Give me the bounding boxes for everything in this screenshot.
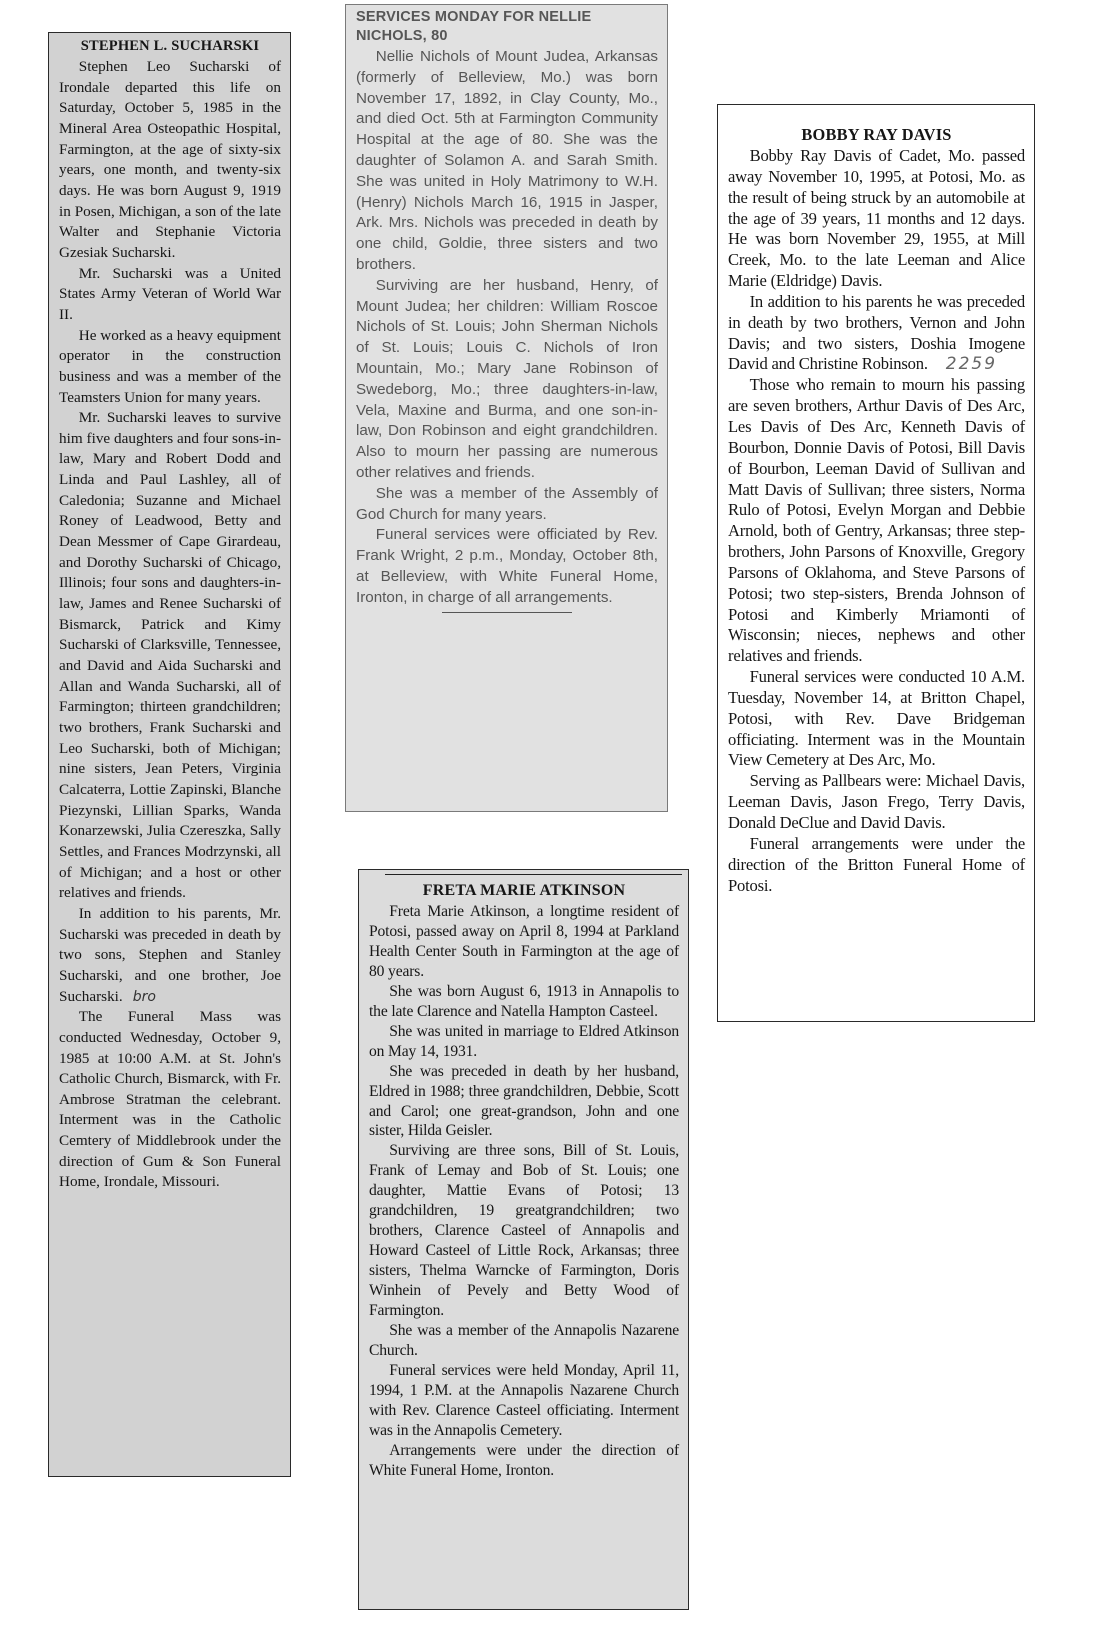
obituary-paragraph: She was united in marriage to Eldred Atkinson on May 14, 1931. [369,1022,679,1060]
obituary-paragraph: Arrangements were under the direction of White Funeral Home, Ironton. [369,1441,679,1479]
obituary-clipping-atkinson [358,869,689,1610]
obituary-paragraph: Funeral arrangements were under the direction of the Britton Funeral Home of Potosi. [728,833,1025,895]
obituary-paragraph: Mr. Sucharski was a United States Army Veteran of World War II. [59,264,281,323]
obituary-paragraph: She was a member of the Assembly of God Church for many years. [356,484,658,523]
divider-rule [442,612,572,613]
paragraph-text: In addition to his parents, Mr. Sucharski was preceded in death by two sons, Stephen and Stanley Sucharski, and one brother, Joe Sucharski. [59,904,281,1005]
obituary-paragraph: She was a member of the Annapolis Nazarene Church. [369,1322,679,1359]
obituary-paragraph: The Funeral Mass was conducted Wednesday, October 9, 1985 at 10:00 A.M. at St. John's Catholic Church, Bismarck, with Fr. Ambrose Stratman the celebrant. Interment was in the Catholic Cemtery of Middlebrook under the direction of Gum & Son Funeral Home, Irondale, Missouri. [59,1008,281,1191]
paragraph-text: In addition to his parents he was preceded in death by two brothers, Vernon and John Davis; and two sisters, Doshia Imogene David and Christine Robinson. [728,291,1025,374]
obituary-paragraph [59,904,281,1007]
obituary-headline: SERVICES MONDAY FOR NELLIE NICHOLS, 80 [356,9,592,44]
obituary-paragraph: He worked as a heavy equipment operator in the construction business and was a member of the Teamsters Union for many years. [59,326,281,406]
obituary-paragraph: She was born August 6, 1913 in Annapolis to the late Clarence and Natella Hampton Casteel. [369,982,679,1020]
divider-rule [385,874,682,875]
obituary-body [369,881,679,1481]
obituary-headline: STEPHEN L. SUCHARSKI [80,38,260,54]
obituary-paragraph: Surviving are three sons, Bill of St. Louis, Frank of Lemay and Bob of St. Louis; one daughter, Mattie Evans of Potosi; 13 grandchildren, 19 greatgrandchildren; two brothers, Clarence Casteel of Annapolis and Howard Casteel of Little Rock, Arkansas; three sisters, Thelma Warncke of Farmington, Doris Winhein of Pevely and Betty Wood of Farmington. [369,1142,679,1320]
obituary-paragraph: Funeral services were officiated by Rev. Frank Wright, 2 p.m., Monday, October 8th, at Belleview, with White Funeral Home, Ironton, in charge of all arrangements. [356,526,658,606]
obituary-paragraph: Freta Marie Atkinson, a longtime resident of Potosi, passed away on April 8, 1994 at Parkland Health Center South in Farmington at the age of 80 years. [369,903,679,980]
obituary-paragraph: Mr. Sucharski leaves to survive him five daughters and four sons-in-law, Mary and Robert Dodd and Linda and Paul Lashley, all of Caledonia; Suzanne and Michael Roney of Leadwood, Betty and Dean Messmer of Cape Girardeau, and Dorothy Sucharski of Chicago, Illinois; four sons and daughters-in-law, James and Renee Sucharski of Bismarck, Patrick and Kimy Sucharski of Clarksville, Tennessee, and David and Aida Sucharski and Allan and Wanda Sucharski, all of Farmington; thirteen grandchildren; two brothers, Frank Sucharski and Leo Sucharski, both of Michigan; nine sisters, Jean Peters, Virginia Calcaterra, Lottie Zapinski, Blanche Piezynski, Lillian Sparks, Wanda Konarzewski, Julia Czereszka, Sally Settles, and Frances Modrzynski, all of Michigan; and a host or other relatives and friends. [59,409,281,902]
obituary-clipping-davis [717,104,1035,1022]
handwritten-number: 2259 [945,354,998,375]
obituary-paragraph: Funeral services were conducted 10 A.M. Tuesday, November 14, at Britton Chapel, Potosi, with Rev. Dave Bridgeman officiating. Interment was in the Mountain View Cemetery at Des Arc, Mo. [728,667,1025,770]
obituary-paragraph: Stephen Leo Sucharski of Irondale departed this life on Saturday, October 5, 1985 in the Mineral Area Osteopathic Hospital, Farmington, at the age of sixty-six years, one month, and twenty-six days. He was born August 9, 1919 in Posen, Michigan, a son of the late Walter and Stephanie Victoria Gzesiak Sucharski. [59,58,281,261]
obituary-clipping-sucharski [48,32,291,1477]
handwritten-annotation: bro [132,988,156,1005]
obituary-paragraph: She was preceded in death by her husband, Eldred in 1988; three grandchildren, Debbie, Scott and Carol; one great-grandson, John and one sister, Hilda Geisler. [369,1062,679,1140]
obituary-paragraph: Bobby Ray Davis of Cadet, Mo. passed away November 10, 1995, at Potosi, Mo. as the result of being struck by an automobile at the age of 39 years, 11 months and 12 days. He was born November 29, 1955, at Mill Creek, Mo. to the late Leeman and Alice Marie (Eldridge) Davis. [728,146,1025,291]
obituary-paragraph: Those who remain to mourn his passing are seven brothers, Arthur Davis of Des Arc, Les Davis of Des Arc, Kenneth Davis of Bourbon, Donnie Davis of Potosi, Bill Davis of Bourbon, Leeman David of Sullivan and Matt Davis of Sullivan; three sisters, Norma Rulo of Potosi, Evelyn Morgan and Debbie Arnold, both of Gentry, Arkansas; three step-brothers, John Parsons of Knoxville, Gregory Parsons of Oklahoma, and Steve Parsons of Potosi; two step-sisters, Brenda Johnson of Potosi and Kimberly Mriamonti of Wisconsin; nieces, nephews and other relatives and friends. [728,375,1025,666]
obituary-headline: FRETA MARIE ATKINSON [422,882,626,899]
obituary-paragraph: Serving as Pallbears were: Michael Davis, Leeman Davis, Jason Frego, Terry Davis, Donald DeClue and David Davis. [728,771,1025,832]
obituary-paragraph: Funeral services were held Monday, April 11, 1994, 1 P.M. at the Annapolis Nazarene Church with Rev. Clarence Casteel officiating. Interment was in the Annapolis Cemetery. [369,1361,679,1439]
obituary-clipping-nichols [345,4,668,812]
obituary-paragraph [728,292,1025,375]
obituary-paragraph: Nellie Nichols of Mount Judea, Arkansas (formerly of Belleview, Mo.) was born November 17, 1892, in Clay County, Mo., and died Oct. 5th at Farmington Community Hospital at the age of 80. She was the daughter of Solamon A. and Sarah Smith. She was united in Holy Matrimony to W.H. (Henry) Nichols March 16, 1915 in Jasper, Ark. Mrs. Nichols was preceded in death by one child, Goldie, three sisters and two brothers. [356,48,658,273]
obituary-paragraph: Surviving are her husband, Henry, of Mount Judea; her children: William Roscoe Nichols of St. Louis; John Sherman Nichols of St. Louis; Louis C. Nichols of Iron Mountain, Mo.; Mary Jane Robinson of Swedeborg, Mo.; three daughters-in-law, Vela, Maxine and Burma, and one son-in-law, Don Robinson and eight grandchildren. Also to mourn her passing are numerous other relatives and friends. [356,276,658,481]
obituary-headline: BOBBY RAY DAVIS [801,125,952,144]
